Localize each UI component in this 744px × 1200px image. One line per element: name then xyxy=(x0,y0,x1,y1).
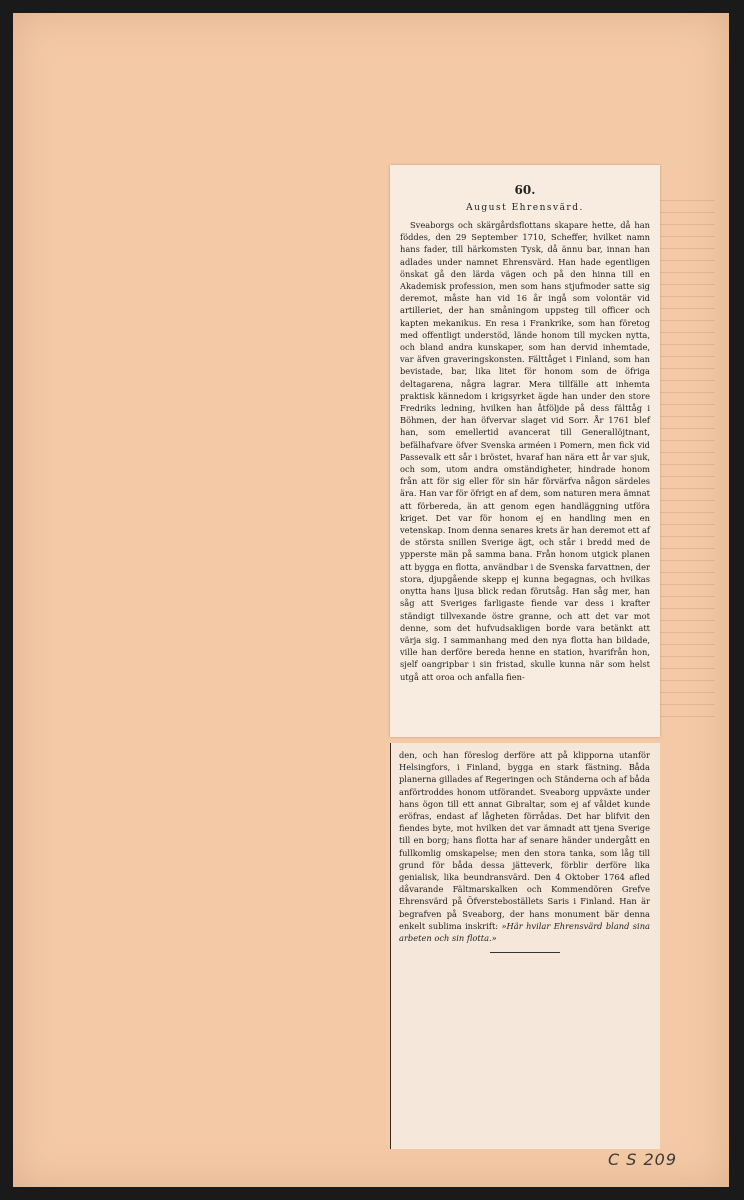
handwritten-catalog-number: C S 209 xyxy=(608,1150,678,1169)
article-paragraph-bottom xyxy=(399,749,650,944)
article-heading: August Ehrensvärd. xyxy=(466,203,584,213)
clipping-lower-column xyxy=(390,743,660,1149)
bleed-through-text xyxy=(655,200,715,720)
article-paragraph-bottom-text: den, och han föreslog derföre att på klipporna utanför Helsingfors, i Finland, bygga en stark fästning. Båda planerna gillades af Regeringen och Ständerna och af båda anförtroddes honom utförandet. Sveaborg uppväxte under hans ögon till ett annat Gibraltar, som ej af våldet kunde eröfras, endast af lågheten förrådas. Det har blifvit den fiendes byte, mot hvilken det var ämnadt att tjena Sverige till en borg; hans flotta har af senare händer undergått en fullkomlig omskapelse; men den stora tanka, som låg till grund för båda dessa jätteverk, förblir derföre lika genialisk, lika beundransvärd. Den 4 Oktober 1764 afled dåvarande Fältmarskalken och Kommendören Grefve Ehrensvärd på Öfversteboställets Saris i Finland. Han är begrafven på Sveaborg, der hans monument bär denna enkelt sublima inskrift: xyxy=(399,750,650,931)
page-number: 60. xyxy=(514,183,536,197)
clipping-upper-column xyxy=(390,165,660,737)
article-paragraph-top: Sveaborgs och skärgårdsflottans skapare hette, då han föddes, den 29 September 1710, Scheffer, hvilket namn hans fader, till härkomsten Tysk, då ännu bar, innan han adlades under namnet Ehrensvärd. Han hade egentligen önskat gå den lärda vägen och på den hinna till en Akademisk profession, men som hans stjufmoder satte sig deremot, måste han vid 16 år ingå som volontär vid artilleriet, der han småningom uppsteg till officer och kapten mekanikus. En resa i Frankrike, som han företog med offentligt understöd, lände honom till mycken nytta, och bland andra kunskaper, som han dervid inhemtade, var äfven graveringskonsten. Fälttåget i Finland, som han bevistade, bar, lika litet för honom som de öfriga deltagarena, några lagrar. Mera tillfälle att inhemta praktisk kännedom i krigsyrket ägde han under den store Fredriks ledning, hvilken han åtföljde på dess fälttåg i Böhmen, der han öfvervar slaget vid Sorr. År 1761 blef han, som emellertid avancerat till Generallöjtnant, befälhafvare öfver Svenska arméen i Pomern, men fick vid Passevalk ett sår i bröstet, hvaraf han nära ett år var sjuk, och som, utom andra omständigheter, hindrade honom från att för sig eller för sin här förvärfva någon särdeles ära. Han var för öfrigt en af dem, som naturen mera ämnat att förbereda, än att genom egen handläggning utföra kriget. Det var för honom ej en handling men en vetenskap. Inom denna senares krets är han deremot ett af de största snillen Sverige ägt, och står i bredd med de ypperste män på samma bana. Från honom utgick planen att bygga en flotta, användbar i de Svenska farvattnen, der stora, djupgående skepp ej kunna begagnas, och hvilkas onytta hans ljusa blick redan förutsåg. Han såg mer, han såg att Sveriges farligaste fiende var dess i krafter ständigt tillvexande östre granne, och att det var mot denne, som det hufvudsakligen borde vara betänkt att värja sig. I sammanhang med den nya flotta han bildade, ville han derföre bereda henne en station, hvarifrån hon, sjelf oangripbar i sin fristad, skulle kunna när som helst utgå att oroa och anfalla fien- xyxy=(400,220,650,682)
newspaper-clipping xyxy=(390,165,660,944)
monument-inscription: »Här hvilar Ehrensvärd bland sina arbeten och sin flotta.» xyxy=(399,920,651,944)
end-rule xyxy=(490,952,560,953)
